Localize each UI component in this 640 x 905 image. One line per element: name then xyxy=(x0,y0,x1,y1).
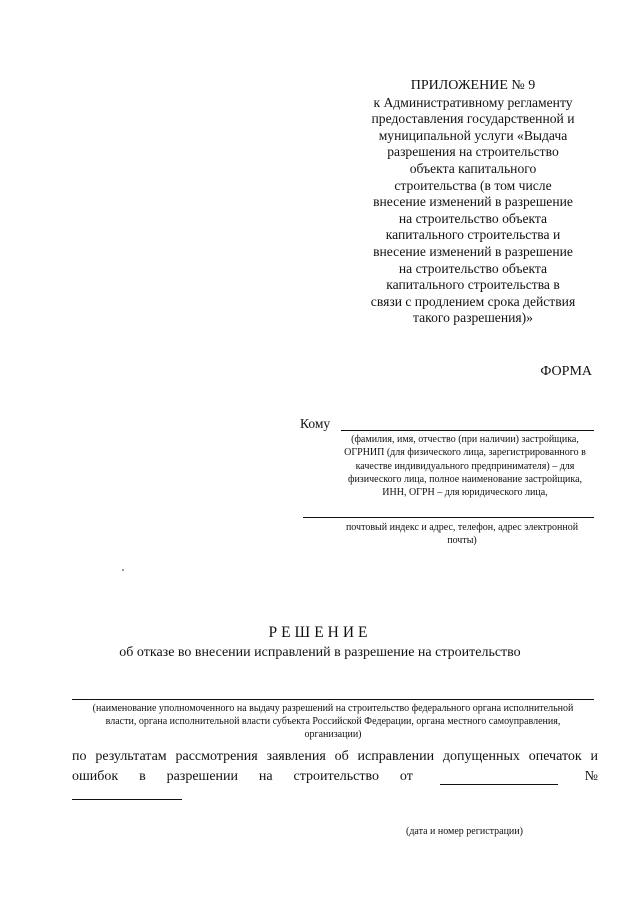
appendix-line: капитального строительства в xyxy=(386,277,560,293)
date-blank-line[interactable] xyxy=(440,770,558,785)
appendix-line: муниципальной услуги «Выдача xyxy=(378,127,568,143)
body-line-1: по результатам рассмотрения заявления об исправлении допущенных опечаток и xyxy=(72,749,598,764)
address-hint-line: почты) xyxy=(447,535,477,547)
address-blank-line[interactable] xyxy=(303,517,594,518)
date-number-hint: (дата и номер регистрации) xyxy=(406,826,523,837)
recipient-label: Кому xyxy=(300,416,331,431)
body-word: на xyxy=(258,769,273,784)
authority-hint xyxy=(72,702,594,741)
appendix-line: связи с продлением срока действия xyxy=(370,293,576,309)
appendix-line: такого разрешения)» xyxy=(413,310,533,326)
appendix-line: разрешения на строительство xyxy=(387,144,559,160)
authority-blank-line[interactable] xyxy=(72,699,594,700)
decision-title: РЕШЕНИЕ xyxy=(268,624,372,641)
recipient-hint-line: ОГРНИП (для физического лица, зарегистрированного в xyxy=(344,447,586,459)
authority-hint-line: (наименование уполномоченного на выдачу разрешений на строительство федерального органа исполнительной xyxy=(92,703,574,714)
body-word: разрешении xyxy=(166,769,239,784)
body-line-2 xyxy=(72,769,598,785)
form-label: ФОРМА xyxy=(540,364,592,379)
appendix-line: внесение изменений в разрешение xyxy=(373,194,573,210)
recipient-field[interactable] xyxy=(300,416,594,432)
appendix-heading: ПРИЛОЖЕНИЕ № 9 xyxy=(410,78,536,93)
authority-hint-line: власти, органа исполнительной власти субъекта Российской Федерации, органа местного самоуправления, xyxy=(105,716,561,727)
address-hint xyxy=(330,521,594,548)
appendix-block xyxy=(352,78,594,327)
recipient-hint-line: (фамилия, имя, отчество (при наличии) застройщика, xyxy=(351,434,579,445)
appendix-line: объекта капитального xyxy=(409,160,537,176)
appendix-line: на строительство объекта xyxy=(398,260,548,276)
body-word: строительство xyxy=(293,769,380,784)
address-hint-line: почтовый индекс и адрес, телефон, адрес электронной xyxy=(345,522,579,533)
scan-speck xyxy=(122,569,124,571)
body-word: от xyxy=(399,769,413,784)
recipient-hint-line: качестве индивидуального предпринимателя) – для xyxy=(355,460,575,472)
recipient-hint xyxy=(336,433,594,499)
appendix-line: капитального строительства и xyxy=(385,227,561,243)
recipient-hint-line: физического лица, полное наименование застройщика, xyxy=(347,473,583,485)
registration-number-blank-line[interactable] xyxy=(72,799,182,800)
authority-hint-line: организации) xyxy=(304,729,362,740)
body-word: ошибок xyxy=(72,769,119,784)
appendix-line: внесение изменений в разрешение xyxy=(373,243,573,259)
appendix-line: строительства (в том числе xyxy=(394,177,552,193)
body-word: в xyxy=(139,769,146,784)
appendix-line: на строительство объекта xyxy=(398,210,548,226)
number-sign: № xyxy=(584,769,598,784)
appendix-line: предоставления государственной и xyxy=(371,111,575,127)
recipient-hint-line: ИНН, ОГРН – для юридического лица, xyxy=(382,487,548,499)
recipient-blank-line[interactable] xyxy=(341,430,594,431)
decision-subtitle: об отказе во внесении исправлений в разрешение на строительство xyxy=(119,645,521,660)
appendix-line: к Административному регламенту xyxy=(373,94,573,110)
